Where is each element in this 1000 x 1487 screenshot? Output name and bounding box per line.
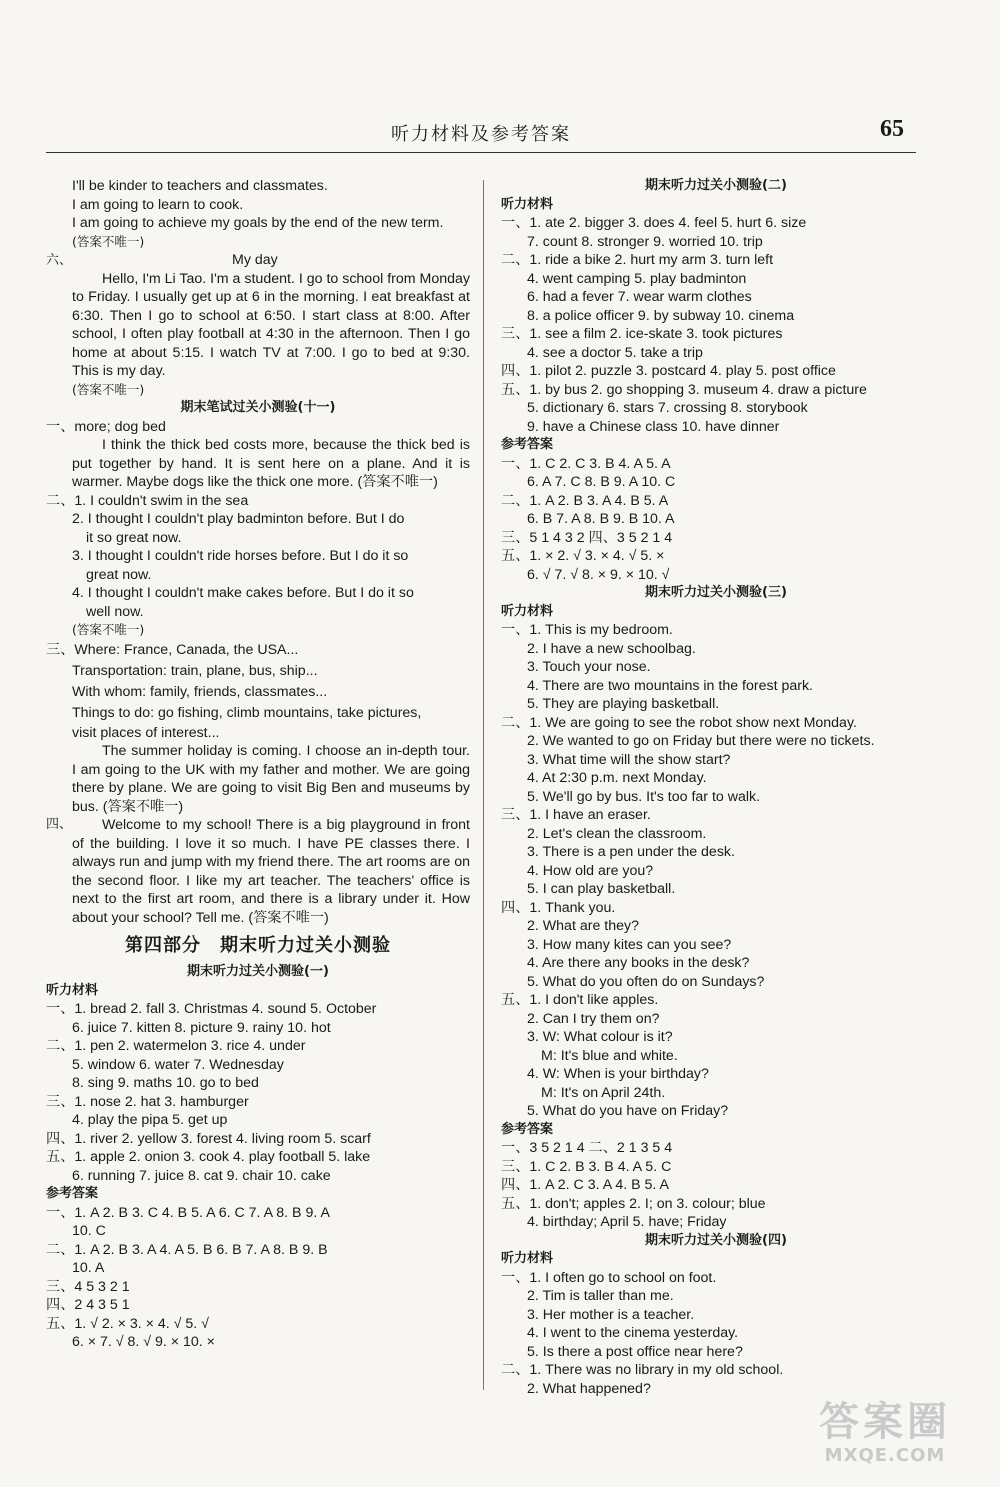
question-line: 2. I thought I couldn't play badminton before. But I do (72, 511, 405, 527)
item-line: 5. dictionary 6. stars 7. crossing 8. storybook (527, 400, 808, 416)
section-title: 期末笔试过关小测验(十一) (180, 400, 336, 415)
answer-line: 一、1. A 2. B 3. C 4. B 5. A 6. C 7. A 8. B 9. A (46, 1204, 330, 1221)
question-four (46, 816, 470, 927)
answer-paragraph: Welcome to my school! There is a big playground in front of the building. I love it so much. I have PE classes there. I always run and jump with my friend there. The art rooms are on the second floor. I like my art teacher. The teachers' office is next to the first art room, and there is a library under it. How about your school? Tell me. (答案不唯一) (72, 817, 470, 926)
section-label: 四、 (46, 817, 73, 832)
item-line: 4. see a doctor 5. take a trip (527, 344, 703, 361)
material-label: 听力材料 (501, 1251, 554, 1266)
column-divider (483, 180, 484, 1390)
question-line: Transportation: train, plane, bus, ship... (72, 662, 318, 679)
answer-line: 二、1. A 2. B 3. A 4. A 5. B 6. B 7. A 8. B 9. B (46, 1241, 328, 1258)
section-title: 期末听力过关小测验(二) (645, 178, 787, 193)
answer-line: 三、1. C 2. B 3. B 4. A 5. C (501, 1158, 672, 1175)
part-four-title: 第四部分 期末听力过关小测验 (125, 935, 391, 956)
question-line: With whom: family, friends, classmates... (72, 683, 328, 700)
item-line: 5. window 6. water 7. Wednesday (72, 1056, 284, 1073)
item-line: 2. What happened? (527, 1380, 651, 1397)
answer-line: 五、1. × 2. √ 3. × 4. √ 5. × (501, 548, 665, 564)
item-line: 3. Touch your nose. (527, 659, 651, 675)
item-line: 2. Can I try them on? (527, 1010, 660, 1027)
question-line: 3. I thought I couldn't ride horses before. But I do it so (72, 548, 409, 564)
answer-line: 五、1. √ 2. × 3. × 4. √ 5. √ (46, 1315, 209, 1332)
item-line: M: It's on April 24th. (541, 1084, 666, 1101)
item-line: 4. I went to the cinema yesterday. (527, 1325, 739, 1341)
item-line: 6. running 7. juice 8. cat 9. chair 10. cake (72, 1167, 331, 1184)
item-line: 二、1. There was no library in my old school. (501, 1362, 784, 1378)
item-line: 9. have a Chinese class 10. have dinner (527, 418, 780, 435)
item-line: 二、1. We are going to see the robot show next Monday. (501, 714, 857, 731)
note-line: (答案不唯一) (72, 381, 145, 397)
essay-paragraph: Hello, I'm Li Tao. I'm a student. I go to school from Monday to Friday. I usually get up at 6 in the morning. I eat breakfast at 6:30. Then I go to school at 6:50. I start class at 8:00. After school, I often play football at 4:30 in the afternoon. Then I go home at about 5:15. I watch TV at 7:00. I go to bed at 9:30. This is my day. (72, 270, 470, 379)
note-line: (答案不唯一) (72, 622, 145, 637)
answer-line: 一、3 5 2 1 4 二、2 1 3 5 4 (501, 1140, 673, 1156)
item-line: 4. There are two mountains in the forest park. (527, 677, 814, 694)
item-line: 一、1. I often go to school on foot. (501, 1269, 717, 1286)
answer-label: 参考答案 (501, 437, 554, 452)
question-line: Things to do: go fishing, climb mountains, take pictures, (72, 704, 422, 721)
page-number: 65 (880, 116, 904, 142)
question-line: it so great now. (86, 529, 182, 546)
material-label: 听力材料 (501, 196, 554, 212)
answer-line: 一、1. C 2. C 3. B 4. A 5. A (501, 455, 671, 472)
question-line: 一、more; dog bed (46, 418, 166, 435)
answer-line: 二、1. A 2. B 3. A 4. B 5. A (501, 492, 669, 509)
answer-line: 10. C (72, 1223, 106, 1239)
answer-paragraph: I think the thick bed costs more, because the thick bed is put together by hand. It is sent here on a plane. And it is warmer. Maybe dogs like the thick one more. (答案不唯一) (72, 437, 470, 490)
item-line: 4. play the pipa 5. get up (72, 1112, 228, 1128)
item-line: 三、1. I have an eraser. (501, 807, 651, 823)
section-title: 期末听力过关小测验(三) (645, 585, 787, 600)
question-line: 二、1. I couldn't swim in the sea (46, 492, 249, 509)
item-line: 一、1. bread 2. fall 3. Christmas 4. sound 5. October (46, 1001, 377, 1017)
item-line: 二、1. ride a bike 2. hurt my arm 3. turn left (501, 252, 774, 268)
question-line: great now. (86, 566, 152, 583)
answer-label: 参考答案 (46, 1186, 99, 1201)
answer-line: 4. birthday; April 5. have; Friday (527, 1214, 727, 1230)
text-line: I'll be kinder to teachers and classmates. (72, 178, 328, 194)
item-line: 4. At 2:30 p.m. next Monday. (527, 770, 707, 786)
item-line: 4. W: When is your birthday? (527, 1066, 709, 1082)
item-line: 3. What time will the show start? (527, 751, 731, 768)
answer-label: 参考答案 (501, 1121, 554, 1137)
answer-line: 五、1. don't; apples 2. I; on 3. colour; blue (501, 1195, 766, 1212)
material-label: 听力材料 (46, 982, 99, 998)
item-line: 一、1. This is my bedroom. (501, 622, 673, 638)
item-line: 6. juice 7. kitten 8. picture 9. rainy 10. hot (72, 1019, 331, 1036)
answer-line: 6. B 7. A 8. B 9. B 10. A (527, 511, 675, 527)
site-watermark (790, 1399, 980, 1479)
item-line: 8. a police officer 9. by subway 10. cinema (527, 307, 795, 324)
note-line: (答案不唯一) (72, 233, 145, 249)
item-line: 3. Her mother is a teacher. (527, 1306, 695, 1323)
material-label: 听力材料 (501, 603, 554, 619)
item-line: 3. There is a pen under the desk. (527, 844, 735, 860)
item-line: M: It's blue and white. (541, 1047, 678, 1064)
item-line: 4. How old are you? (527, 862, 654, 879)
item-line: 4. Are there any books in the desk? (527, 955, 750, 971)
question-line: 4. I thought I couldn't make cakes before. But I do it so (72, 585, 414, 601)
item-line: 一、1. ate 2. bigger 3. does 4. feel 5. hurt 6. size (501, 215, 807, 231)
item-line: 四、1. Thank you. (501, 899, 616, 916)
item-line: 5. What do you have on Friday? (527, 1103, 729, 1119)
item-line: 7. count 8. stronger 9. worried 10. trip (527, 233, 763, 250)
section-label: 六、 (46, 253, 73, 268)
item-line: 五、1. apple 2. onion 3. cook 4. play football 5. lake (46, 1149, 371, 1165)
essay-title: My day (232, 252, 278, 268)
item-line: 5. Is there a post office near here? (527, 1343, 743, 1360)
item-line: 5. What do you often do on Sundays? (527, 973, 765, 990)
page-header (46, 112, 916, 153)
answer-line: 6. A 7. C 8. B 9. A 10. C (527, 474, 676, 490)
item-line: 二、1. pen 2. watermelon 3. rice 4. under (46, 1038, 306, 1054)
answer-line: 10. A (72, 1260, 105, 1276)
item-line: 3. W: What colour is it? (527, 1029, 673, 1045)
header-title: 听力材料及参考答案 (391, 124, 571, 145)
answer-line: 6. √ 7. √ 8. × 9. × 10. √ (527, 566, 670, 583)
item-line: 五、1. I don't like apples. (501, 992, 659, 1008)
text-line: I am going to learn to cook. (72, 196, 244, 213)
item-line: 4. went camping 5. play badminton (527, 270, 747, 287)
watermark-logo-text: 答案圈 (819, 1399, 951, 1445)
right-column (501, 177, 931, 1398)
item-line: 5. We'll go by bus. It's too far to walk. (527, 788, 761, 805)
item-line: 五、1. by bus 2. go shopping 3. museum 4. draw a picture (501, 381, 867, 398)
answer-line: 三、5 1 4 3 2 四、3 5 2 1 4 (501, 529, 673, 546)
left-column (46, 177, 470, 1352)
answer-line: 四、2 4 3 5 1 (46, 1297, 130, 1313)
item-line: 3. How many kites can you see? (527, 936, 732, 953)
item-line: 2. Let's clean the classroom. (527, 825, 707, 842)
answer-paragraph: The summer holiday is coming. I choose an in-depth tour. I am going to the UK with my father and mother. We are going there by plane. We are going to visit Big Ben and museums by bus. (答案不唯一) (72, 743, 470, 815)
section-six-heading (46, 251, 470, 270)
answer-line: 三、4 5 3 2 1 (46, 1278, 130, 1295)
item-line: 三、1. nose 2. hat 3. hamburger (46, 1093, 249, 1110)
watermark-url: MXQE.COM (824, 1445, 946, 1466)
section-title: 期末听力过关小测验(四) (645, 1232, 787, 1248)
question-line: 三、Where: France, Canada, the USA... (46, 641, 299, 658)
item-line: 2. We wanted to go on Friday but there were no tickets. (527, 733, 875, 749)
question-line: well now. (86, 603, 144, 620)
item-line: 2. Tim is taller than me. (527, 1288, 674, 1304)
text-line: I am going to achieve my goals by the end of the new term. (72, 215, 444, 231)
section-title: 期末听力过关小测验(一) (187, 964, 329, 979)
item-line: 四、1. pilot 2. puzzle 3. postcard 4. play 5. post office (501, 363, 836, 379)
item-line: 5. I can play basketball. (527, 881, 676, 897)
question-line: visit places of interest... (72, 724, 220, 741)
answer-line: 6. × 7. √ 8. √ 9. × 10. × (72, 1334, 215, 1350)
item-line: 四、1. river 2. yellow 3. forest 4. living room 5. scarf (46, 1130, 371, 1147)
item-line: 2. I have a new schoolbag. (527, 640, 696, 657)
item-line: 5. They are playing basketball. (527, 696, 720, 712)
answer-line: 四、1. A 2. C 3. A 4. B 5. A (501, 1177, 669, 1193)
item-line: 三、1. see a film 2. ice-skate 3. took pictures (501, 326, 783, 342)
item-line: 6. had a fever 7. wear warm clothes (527, 289, 752, 305)
item-line: 2. What are they? (527, 918, 639, 934)
item-line: 8. sing 9. maths 10. go to bed (72, 1075, 259, 1091)
